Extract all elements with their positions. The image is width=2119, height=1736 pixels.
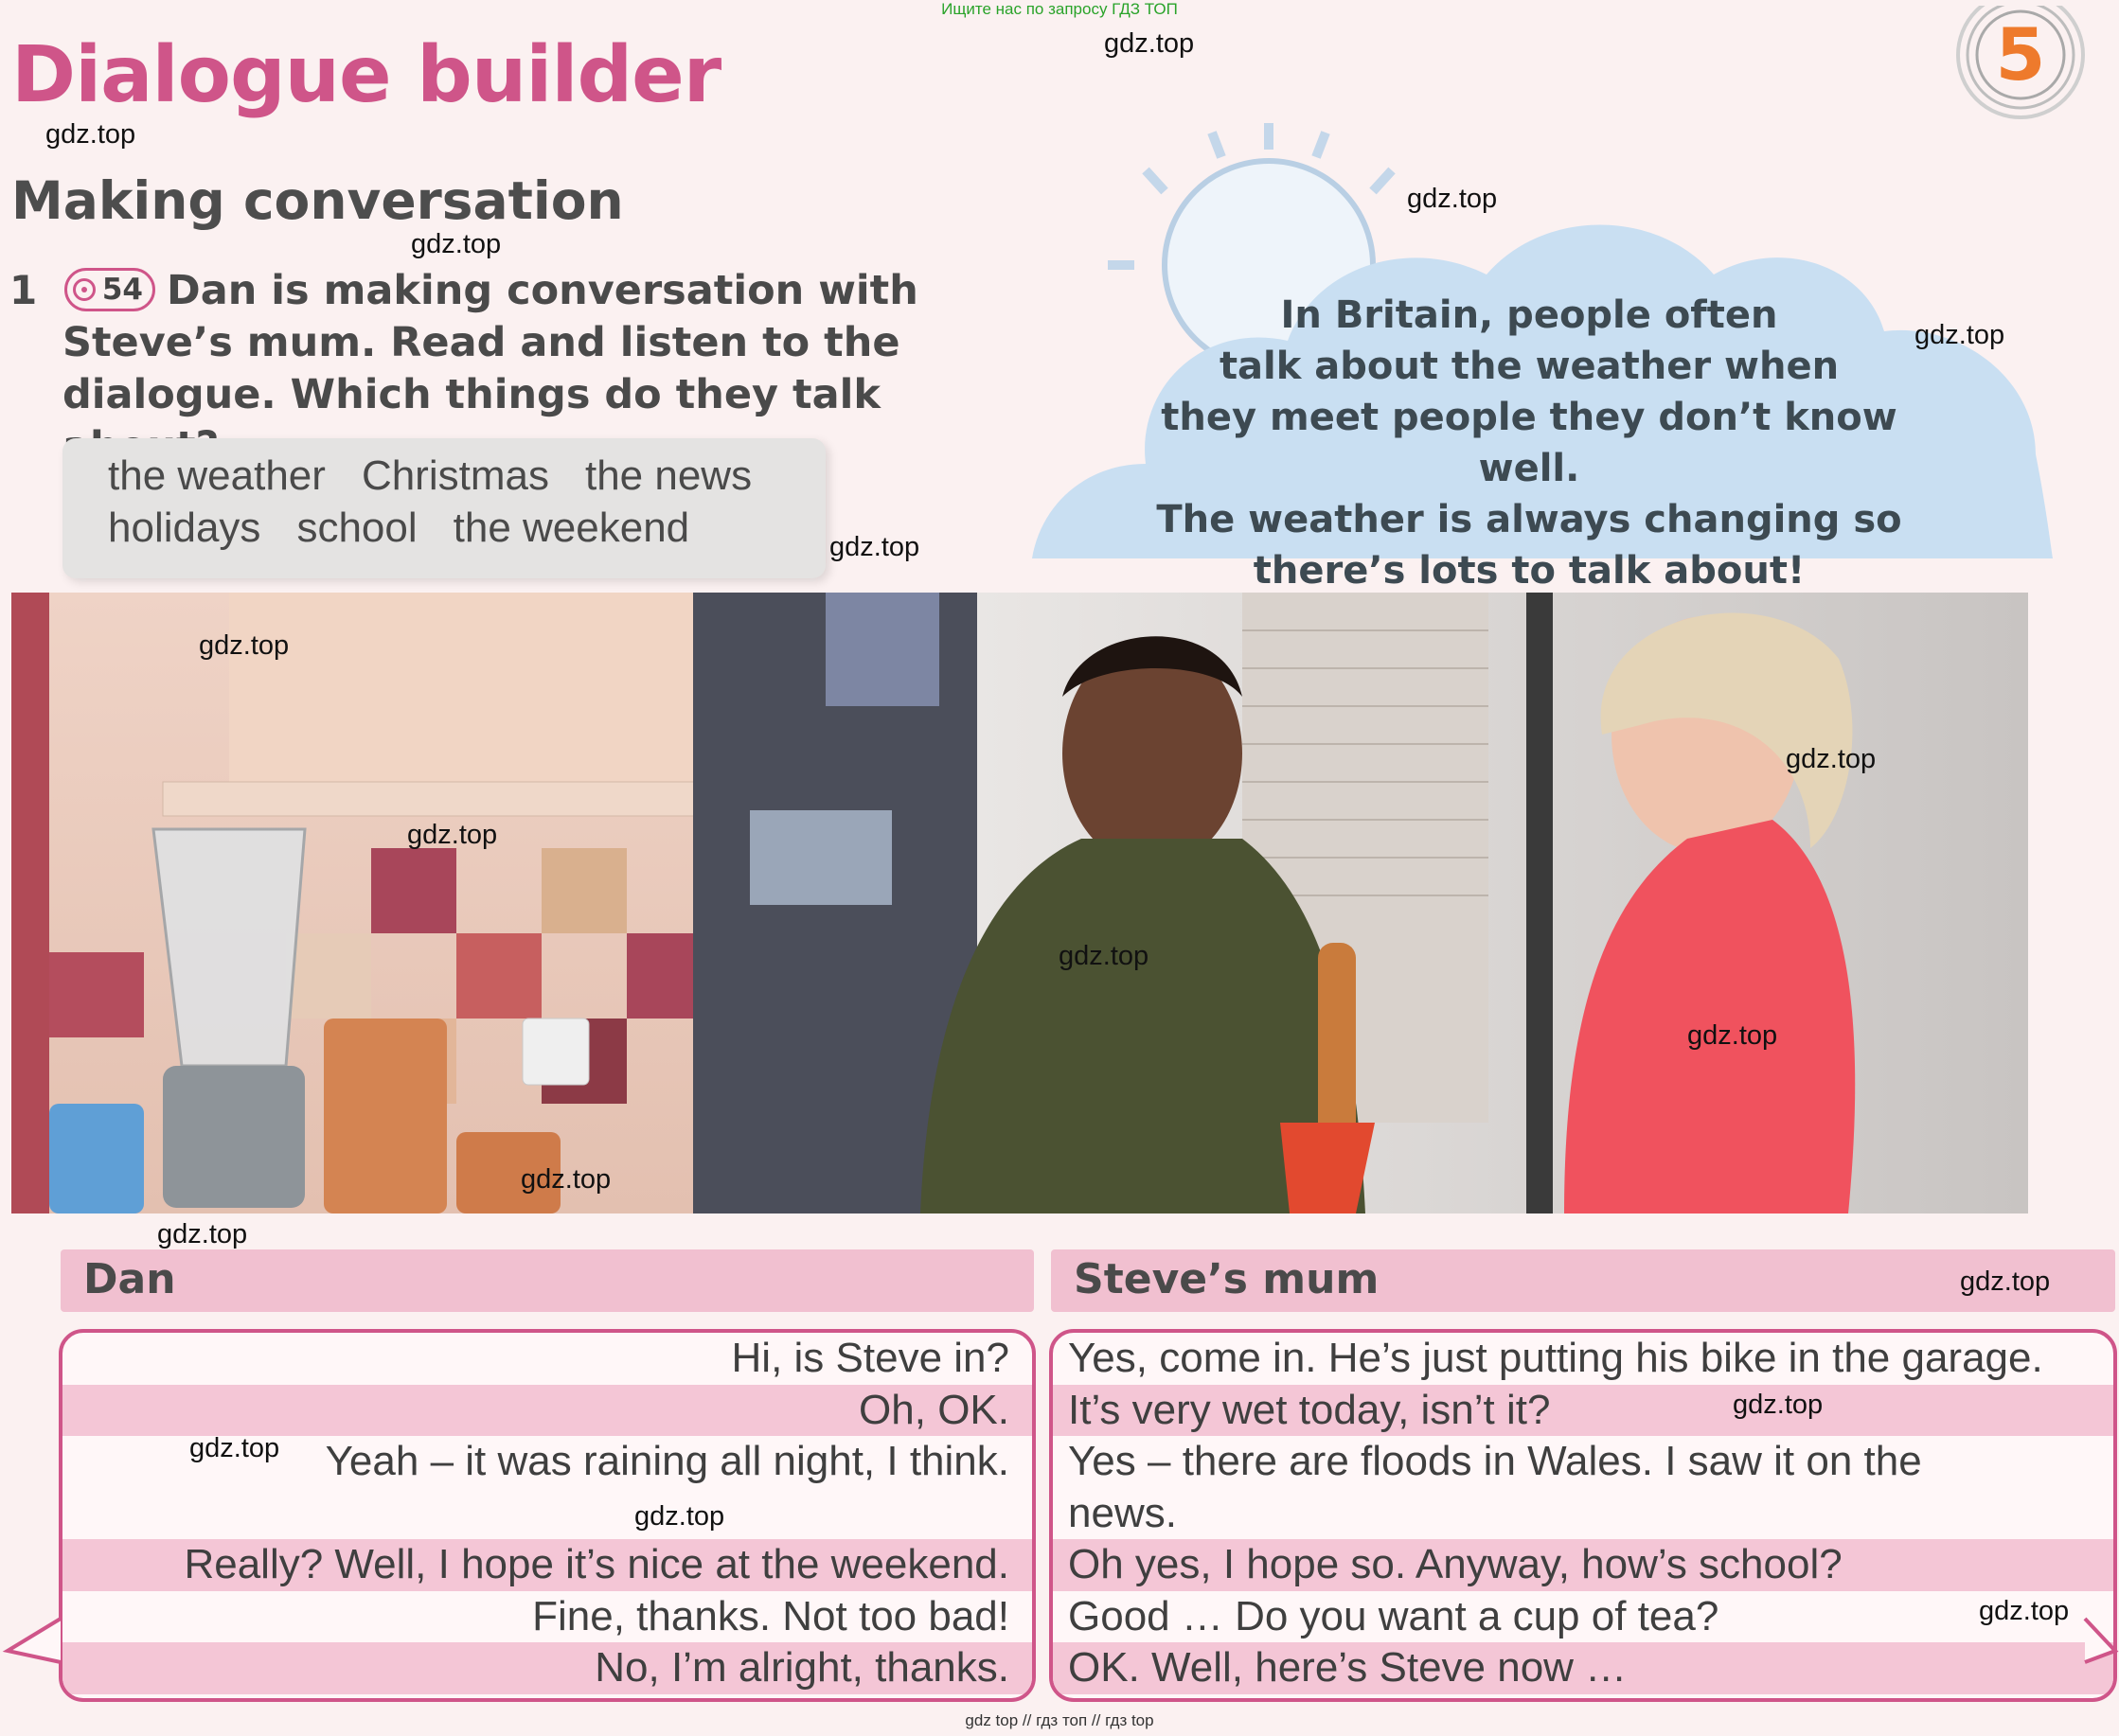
topics-row: [108, 450, 826, 502]
instruction-line: Dan is making conversation with: [167, 267, 918, 314]
dan-line: No, I’m alright, thanks.: [62, 1642, 1032, 1694]
dan-column-header: Dan: [61, 1249, 1034, 1312]
dan-line: Oh, OK.: [62, 1385, 1032, 1437]
mum-line: Yes – there are floods in Wales. I saw it on the: [1068, 1438, 1922, 1484]
topic-word: the news: [584, 452, 753, 499]
culture-line: In Britain, people often: [1280, 293, 1778, 337]
dan-line: Hi, is Steve in?: [731, 1335, 1009, 1381]
page-title: Dialogue builder: [11, 30, 721, 120]
mum-line: OK. Well, here’s Steve now …: [1053, 1642, 2113, 1694]
audio-track-button[interactable]: [64, 268, 155, 311]
mum-line: Oh yes, I hope so. Anyway, how’s school?: [1053, 1539, 2113, 1591]
mum-line: Good … Do you want a cup of tea?: [1068, 1592, 1719, 1639]
watermark: gdz.top: [1786, 744, 1877, 774]
dan-dialogue-bubble: [59, 1329, 1036, 1702]
canister: [324, 1019, 447, 1213]
mum-column-header: Steve’s mum: [1051, 1249, 2115, 1312]
topics-box: [62, 438, 826, 578]
topic-word: school: [296, 505, 418, 551]
bottom-banner[interactable]: gdz top // гдз топ // гдз top: [965, 1711, 1154, 1729]
topic-word: the weekend: [453, 505, 690, 551]
watermark: gdz.top: [1104, 28, 1195, 59]
watermark: gdz.top: [199, 630, 290, 661]
mum-line: Yes, come in. He’s just putting his bike in the garage.: [1068, 1335, 2043, 1381]
watermark: gdz.top: [407, 820, 498, 850]
watermark: gdz.top: [1407, 184, 1498, 214]
cup: [49, 1104, 144, 1213]
culture-line: they meet people they don’t know well.: [1161, 396, 1897, 490]
topic-word: the weather: [108, 452, 326, 499]
speech-tail-right: [2083, 1609, 2119, 1685]
watermark: gdz.top: [189, 1433, 280, 1463]
mum-line: news.: [1068, 1489, 1177, 1536]
exercise-number: 1: [9, 267, 38, 313]
audio-track-number: 54: [101, 273, 143, 307]
watermark: gdz.top: [157, 1219, 248, 1249]
watermark: gdz.top: [1059, 941, 1149, 971]
watermark: gdz.top: [829, 532, 920, 562]
watermark: gdz.top: [1914, 320, 2005, 350]
watermark: gdz.top: [1733, 1390, 1824, 1420]
culture-line: The weather is always changing so: [1156, 498, 1902, 541]
watermark: gdz.top: [45, 119, 136, 150]
watermark: gdz.top: [1979, 1596, 2070, 1626]
culture-note: [1108, 290, 1950, 596]
mum-line: It’s very wet today, isn’t it?: [1053, 1385, 2113, 1437]
watermark: gdz.top: [634, 1501, 725, 1532]
dan-line: Yeah – it was raining all night, I think.: [325, 1438, 1009, 1484]
speech-tail-left: [0, 1609, 76, 1685]
section-subtitle: Making conversation: [11, 170, 624, 231]
dan-line: Fine, thanks. Not too bad!: [532, 1592, 1009, 1639]
watermark: gdz.top: [1687, 1020, 1778, 1051]
topics-row: [108, 502, 826, 554]
culture-line: there’s lots to talk about!: [1253, 549, 1806, 593]
watermark: gdz.top: [1960, 1267, 2051, 1297]
topic-word: Christmas: [361, 452, 549, 499]
watermark: gdz.top: [521, 1164, 612, 1195]
unit-number: 5: [1995, 12, 2046, 97]
dan-line: Really? Well, I hope it’s nice at the weekend.: [62, 1539, 1032, 1591]
unit-number-badge: [1954, 6, 2106, 119]
dan-line: [62, 1488, 1032, 1540]
top-banner[interactable]: Ищите нас по запросу ГДЗ ТОП: [941, 0, 1178, 18]
culture-line: talk about the weather when: [1219, 345, 1840, 388]
mum-dialogue-bubble: [1049, 1329, 2117, 1702]
instruction-line: Steve’s mum. Read and listen to the: [62, 319, 900, 366]
light-switch: [523, 1019, 589, 1085]
instruction-line: dialogue. Which things do they talk: [62, 371, 881, 418]
watermark: gdz.top: [411, 229, 502, 259]
topic-word: holidays: [108, 505, 261, 551]
blender: [153, 829, 305, 1208]
scene-photo: [11, 593, 2028, 1213]
cd-icon: [73, 278, 96, 301]
